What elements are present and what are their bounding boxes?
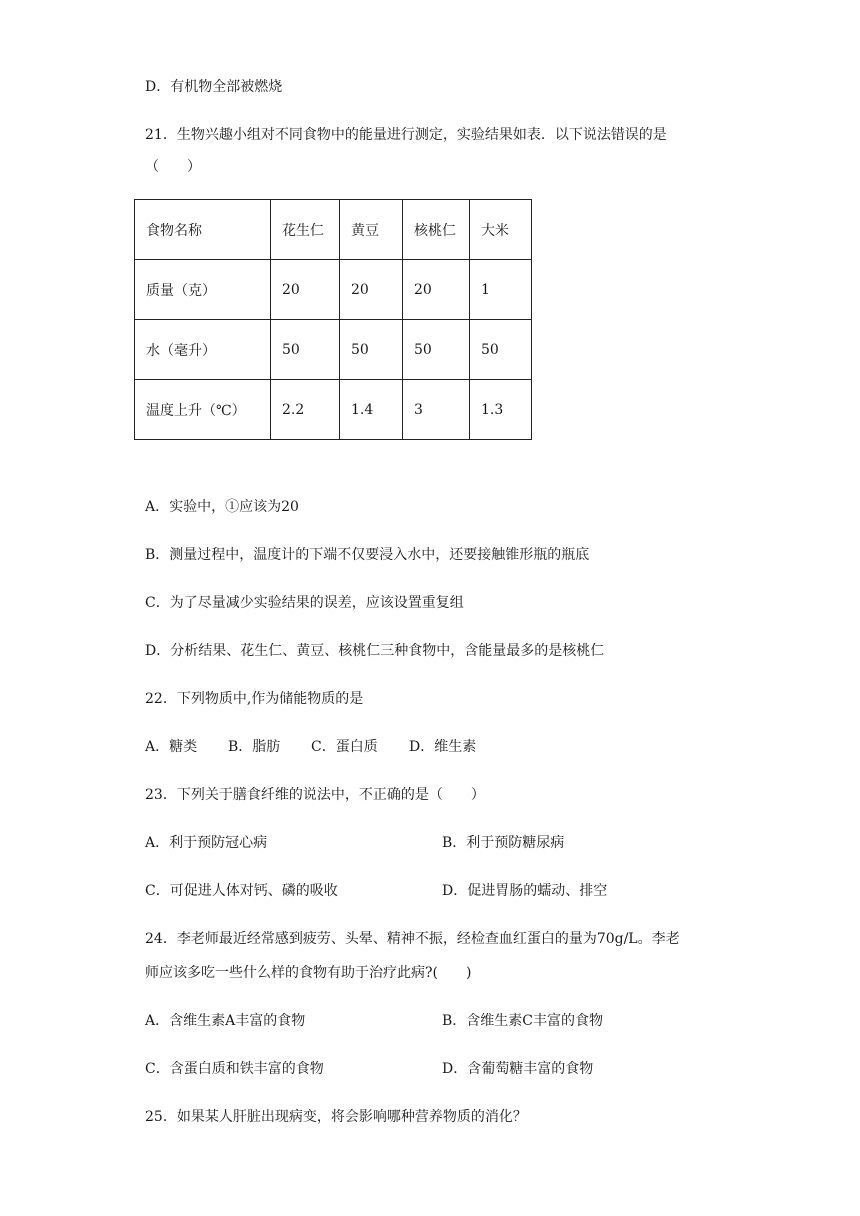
question-24-option-c: C．含蛋白质和铁丰富的食物 [145,1061,324,1077]
question-21-answer-blank: （ ） [145,159,201,175]
question-23-option-c: C．可促进人体对钙、磷的吸收 [145,883,338,899]
question-21-option-d: D．分析结果、花生仁、黄豆、核桃仁三种食物中，含能量最多的是核桃仁 [145,643,605,659]
question-24-options-row-2 [145,1059,745,1079]
table-cell: 质量（克） [135,260,271,320]
question-24-option-d: D．含葡萄糖丰富的食物 [442,1061,594,1077]
table-cell: 2.2 [271,380,340,440]
table-cell: 核桃仁 [403,200,470,260]
table-cell: 50 [271,320,340,380]
question-23-options-row-2 [145,881,745,901]
question-23-option-a: A．利于预防冠心病 [145,835,268,851]
question-21-option-b: B．测量过程中，温度计的下端不仅要浸入水中，还要接触锥形瓶的瓶底 [145,547,590,563]
table-cell: 花生仁 [271,200,340,260]
question-24-options-row-1 [145,1011,745,1031]
question-22-option-b: B．脂肪 [228,739,281,755]
question-21-option-c: C．为了尽量减少实验结果的误差，应该设置重复组 [145,595,464,611]
table-cell: 温度上升（℃） [135,380,271,440]
table-row [135,200,532,260]
table-cell: 1.4 [340,380,403,440]
question-22-option-d: D．维生素 [409,739,477,755]
table-cell: 食物名称 [135,200,271,260]
option-d-previous: D．有机物全部被燃烧 [145,79,283,95]
table-cell: 1 [470,260,532,320]
table-row [135,380,532,440]
question-23-option-b: B．利于预防糖尿病 [442,835,565,851]
question-24-stem-line-1: 24．李老师最近经常感到疲劳、头晕、精神不振，经检查血红蛋白的量为70g/L。李老 [145,931,680,947]
table-cell: 50 [403,320,470,380]
table-cell: 大米 [470,200,532,260]
table-row [135,260,532,320]
table-cell: 20 [340,260,403,320]
question-22-option-a: A．糖类 [145,739,198,755]
table-cell: 20 [403,260,470,320]
table-row [135,320,532,380]
table-cell: 水（毫升） [135,320,271,380]
question-25-stem: 25．如果某人肝脏出现病变，将会影响哪种营养物质的消化？ [145,1109,527,1125]
question-24-stem-line-2: 师应该多吃一些什么样的食物有助于治疗此病?( ) [145,965,472,981]
food-energy-table [134,199,532,440]
question-21-option-a: A．实验中，①应该为20 [145,499,299,515]
table-cell: 20 [271,260,340,320]
question-22-stem: 22．下列物质中,作为储能物质的是 [145,691,364,707]
table-cell: 50 [340,320,403,380]
table-cell: 黄豆 [340,200,403,260]
question-21-stem: 21．生物兴趣小组对不同食物中的能量进行测定，实验结果如表．以下说法错误的是 [145,127,667,143]
table-cell: 1.3 [470,380,532,440]
question-23-stem: 23．下列关于膳食纤维的说法中，不正确的是（ ） [145,787,485,803]
question-23-options-row-1 [145,833,745,853]
question-23-option-d: D．促进胃肠的蠕动、排空 [442,883,608,899]
table-cell: 50 [470,320,532,380]
question-22-option-c: C．蛋白质 [311,739,378,755]
question-24-option-b: B．含维生素C丰富的食物 [442,1013,603,1029]
question-24-option-a: A．含维生素A丰富的食物 [145,1013,306,1029]
question-22-options [145,737,745,757]
table-cell: 3 [403,380,470,440]
